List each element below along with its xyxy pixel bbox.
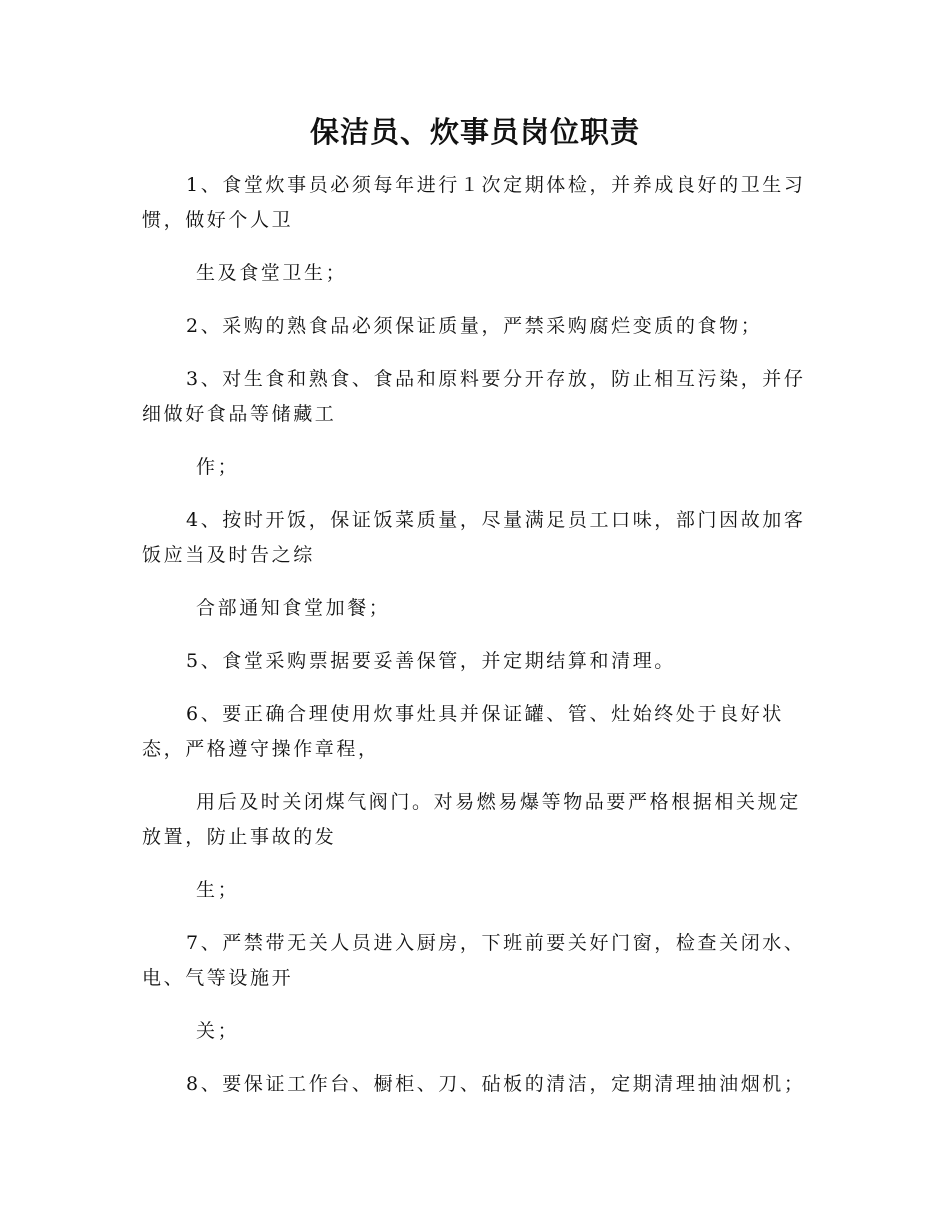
paragraph-3-line-1: 3、对生食和熟食、食品和原料要分开存放，防止相互污染，并仔 bbox=[186, 368, 806, 390]
paragraph-7-line-2: 电、气等设施开 bbox=[142, 967, 294, 989]
paragraph-6-line-5: 生； bbox=[196, 879, 240, 901]
paragraph-5-line-1: 5、食堂采购票据要妥善保管，并定期结算和清理。 bbox=[186, 650, 676, 672]
paragraph-4-line-2: 饭应当及时告之综 bbox=[142, 544, 315, 566]
paragraph-6-line-4: 放置，防止事故的发 bbox=[142, 826, 337, 848]
paragraph-1-line-2: 惯，做好个人卫 bbox=[142, 209, 294, 231]
paragraph-6-line-2: 态，严格遵守操作章程， bbox=[142, 738, 380, 760]
paragraph-7-line-3: 关； bbox=[196, 1020, 240, 1042]
paragraph-6-line-3: 用后及时关闭煤气阀门。对易燃易爆等物品要严格根据相关规定 bbox=[196, 791, 801, 813]
paragraph-4-line-3: 合部通知食堂加餐； bbox=[196, 597, 391, 619]
paragraph-4-line-1: 4、按时开饭，保证饭菜质量，尽量满足员工口味，部门因故加客 bbox=[186, 509, 806, 531]
paragraph-3-line-3: 作； bbox=[196, 456, 240, 478]
paragraph-1-line-3: 生及食堂卫生； bbox=[196, 262, 348, 284]
document-title: 保洁员、炊事员岗位职责 bbox=[309, 115, 640, 149]
paragraph-7-line-1: 7、严禁带无关人员进入厨房，下班前要关好门窗，检查关闭水、 bbox=[186, 932, 806, 954]
paragraph-6-line-1: 6、要正确合理使用炊事灶具并保证罐、管、灶始终处于良好状 bbox=[186, 703, 784, 725]
paragraph-2-line-1: 2、采购的熟食品必须保证质量，严禁采购腐烂变质的食物； bbox=[186, 315, 763, 337]
paragraph-1-line-1: 1、食堂炊事员必须每年进行１次定期体检，并养成良好的卫生习 bbox=[186, 174, 806, 196]
paragraph-3-line-2: 细做好食品等储藏工 bbox=[142, 403, 337, 425]
paragraph-8-line-1: 8、要保证工作台、橱柜、刀、砧板的清洁，定期清理抽油烟机； bbox=[186, 1073, 806, 1095]
